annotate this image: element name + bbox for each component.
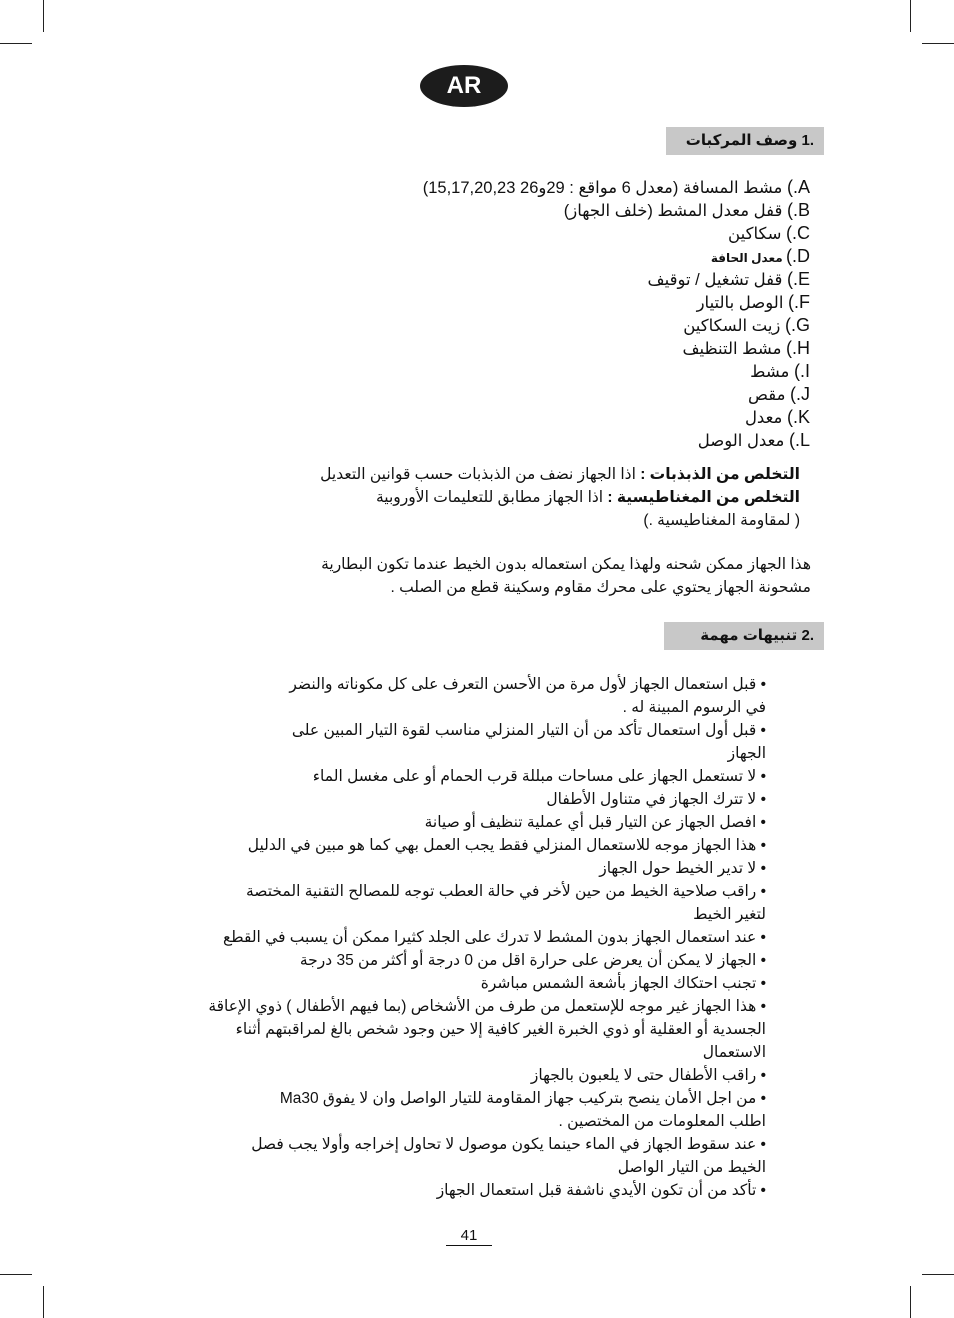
warning-line: • راقب الأطفال حتى لا يلعبون بالجهاز — [530, 1067, 766, 1084]
crop-mark-top-right-v — [910, 0, 911, 32]
part-text: معدل الحافة — [710, 251, 786, 265]
part-text: مقص — [748, 386, 790, 404]
warning-line: • لا تترك الجهاز في متناول الأطفال — [546, 791, 766, 808]
part-item-i — [423, 360, 810, 383]
note-text: اذا الجهاز مطابق للتعليمات الأوروبية — [376, 489, 608, 506]
part-letter: E.) — [786, 269, 810, 289]
part-text: مشط — [750, 363, 794, 381]
part-item-j — [423, 383, 810, 406]
warning-line: • راقب صلاحية الخيط من حين لأخر في حالة العطب توجه للمصالح التقنية المختصة — [245, 883, 766, 900]
paragraph-line: هذا الجهاز ممكن شحنه ولهذا يمكن استعماله بدون الخيط عندما تكون البطارية — [321, 556, 811, 573]
crop-mark-bottom-left-v — [43, 1286, 44, 1318]
part-letter: J.) — [790, 384, 810, 404]
warning-line: الجسدية أو العقلية أو ذوي الخبرة الغير كافية إلا حين وجود شخص بالغ لمراقبتهم أثناء — [235, 1021, 766, 1038]
part-text: معدل الوصل — [697, 432, 789, 450]
part-letter: B.) — [786, 200, 810, 220]
warning-line: • عند سقوط الجهاز في الماء حينما يكون موصول لا تحاول إخراجه وأولا يجب فصل — [251, 1136, 766, 1153]
part-text: الوصل بالتيار — [696, 294, 788, 312]
warning-line: لتغير الخيط — [693, 906, 766, 923]
part-item-b — [423, 199, 810, 222]
part-item-g — [423, 314, 810, 337]
crop-mark-bottom-left-h — [0, 1274, 32, 1275]
part-text: معدل — [744, 409, 787, 427]
crop-mark-top-right-h — [922, 43, 954, 44]
parts-list — [423, 176, 810, 452]
language-badge: AR — [420, 65, 508, 107]
part-letter: H.) — [786, 338, 810, 358]
note-heading: التخلص من المغناطيسية : — [607, 489, 800, 506]
part-letter: F.) — [788, 292, 810, 312]
warning-line: • افصل الجهاز عن التيار قبل أي عملية تنظيف أو صيانة — [424, 814, 766, 831]
section-1-title: .1 وصف المركبات — [666, 127, 824, 155]
warning-line: • الجهاز لا يمكن أن يعرض على حرارة اقل من 0 درجة أو أكثر من 35 درجة — [299, 952, 766, 969]
part-item-k — [423, 406, 810, 429]
part-item-l — [423, 429, 810, 452]
note-heading: التخلص من الذبذبات : — [640, 466, 800, 483]
part-item-c — [423, 222, 810, 245]
note-line — [240, 486, 800, 509]
warning-line: • هذا الجهاز غير موجه للإستعمل من طرف من الأشخاص (بما فيهم الأطفال ) ذوي الإعاقة — [208, 998, 766, 1015]
part-letter: I.) — [793, 361, 810, 381]
part-text: سكاكين — [728, 225, 786, 243]
part-item-d — [423, 245, 810, 268]
part-item-h — [423, 337, 810, 360]
note-line — [240, 463, 800, 486]
crop-mark-top-left-h — [0, 43, 32, 44]
part-letter: L.) — [788, 430, 810, 450]
crop-mark-bottom-right-v — [910, 1286, 911, 1318]
warning-line: في الرسوم المبينة له . — [622, 699, 766, 716]
crop-mark-bottom-right-h — [922, 1274, 954, 1275]
part-text: زيت السكاكين — [683, 317, 785, 335]
warning-line: • قبل أول استعمال تأكد من أن التيار المنزلي مناسب لقوة التيار المبين على — [291, 722, 766, 739]
part-item-a — [423, 176, 810, 199]
warnings-list — [166, 673, 766, 1202]
part-text: قفل معدل المشط (خلف الجهاز) — [563, 202, 787, 220]
warning-line: الخيط من التيار الواصل — [617, 1159, 766, 1176]
warning-line: • لا تدير الخيط حول الجهاز — [599, 860, 766, 877]
note-text: اذا الجهاز نضف من الذبذبات حسب قوانين التعديل — [320, 466, 641, 483]
warning-line: • هذا الجهاز موجه للاستعمال المنزلي فقط يجب العمل بهي كما هو مبين في الدليل — [247, 837, 766, 854]
section-2-title: .2 تنبيهات مهمة — [664, 622, 824, 650]
warning-line: • تأكد من أن تكون الأيدي ناشفة قبل استعمال الجهاز — [436, 1182, 766, 1199]
warning-line: • تجنب احتكاك الجهاز بأشعة الشمس مباشرة — [480, 975, 766, 992]
part-text: مشط التنظيف — [682, 340, 786, 358]
part-letter: K.) — [786, 407, 810, 427]
part-item-e — [423, 268, 810, 291]
note-line: ( لمقاومة المغناطيسية .) — [643, 512, 800, 529]
warning-line: • عند استعمال الجهاز بدون المشط لا تدرك على الجلد كثيرا ممكن أن يسبب في القطع — [223, 929, 766, 946]
paragraph-line: مشحونة الجهاز يحتوي على محرك مقاوم وسكينة قطع من الصلب . — [390, 579, 811, 596]
warning-line: • لا تستعمل الجهاز على مساحات مبللة قرب الحمام أو على مغسل الماء — [312, 768, 766, 785]
warning-line: الجهاز — [727, 745, 766, 762]
compliance-note — [240, 463, 800, 532]
part-letter: G.) — [784, 315, 810, 335]
warning-line: • قبل استعمال الجهاز لأول مرة من الأحسن التعرف على كل مكوناته والنضر — [289, 676, 766, 693]
warning-line: اطلب المعلومات من المختصين . — [558, 1113, 766, 1130]
part-text: قفل تشغيل / توقيف — [647, 271, 787, 289]
warning-line: • من اجل الأمان ينصح بتركيب جهاز المقاومة للتيار الواصل وان لا يفوق Ma30 — [279, 1090, 766, 1107]
part-letter: D.) — [786, 246, 810, 266]
part-letter: C.) — [786, 223, 810, 243]
page-number: 41 — [446, 1227, 492, 1246]
part-item-f — [423, 291, 810, 314]
crop-mark-top-left-v — [43, 0, 44, 32]
description-paragraph — [211, 553, 811, 599]
part-letter: A.) — [786, 177, 810, 197]
part-text: مشط المسافة (معدل 6 مواقع : 29و26 15,17,20,23) — [422, 179, 787, 197]
warning-line: الاستعمال — [702, 1044, 766, 1061]
